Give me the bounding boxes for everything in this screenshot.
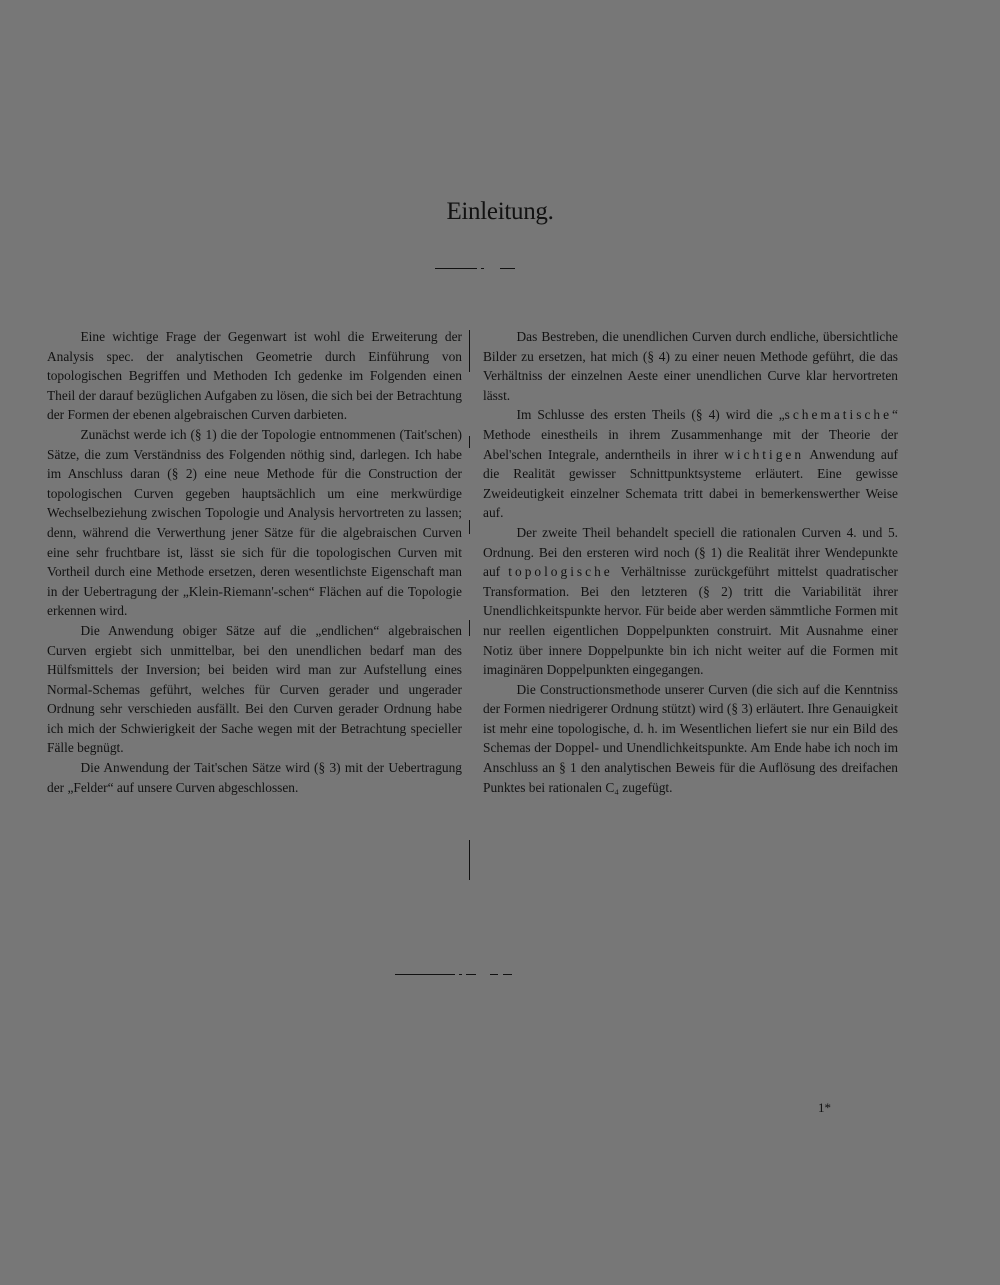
paragraph: Die Anwendung obiger Sätze auf die „endlichen“ algebraischen Curven ergiebt sich unmittelbar, bei den unendlichen bedarf man des Hülfsmittels der Inversion; bei beiden wird man zur Aufstellung eines Normal-Schemas geführt, welches für Curven gerader und ungerader Ordnung sehr verschieden ausfällt. Bei den Curven gerader Ordnung habe ich mich der Schwierigkeit der Sache wegen mit der Betrachtung specieller Fälle begnügt. xyxy=(47,622,462,756)
title-rule xyxy=(435,268,477,269)
paragraph: Zunächst werde ich (§ 1) die der Topologie entnommenen (Tait'schen) Sätze, die zum Verständniss des Folgenden nöthig sind, darlegen. Ich habe im Anschluss daran (§ 2) eine neue Methode für die Construction der topologischen Curven gegeben hauptsächlich um eine merkwürdige Wechselbeziehung zwischen Topologie und Analysis hervortreten zu lassen; denn, während die Verwerthung jener Sätze für die algebraischen Curven eine sehr fruchtbare ist, lässt sie sich für die topologischen Curven mit Vortheil durch eine Methode ersetzen, deren wesentlichste Eigenschaft man in der Uebertragung der „Klein-Riemann'-schen“ Flächen auf die Topologie erkennen wird. xyxy=(47,426,462,619)
end-rule-dash xyxy=(503,974,512,975)
end-rule-dash xyxy=(490,974,498,975)
title-rule-end xyxy=(500,268,515,269)
column-divider xyxy=(469,330,470,372)
page-title: Einleitung. xyxy=(446,198,554,225)
end-rule xyxy=(395,974,455,975)
paragraph: Das Bestreben, die unendlichen Curven durch endliche, übersichtliche Bilder zu ersetzen, hat mich (§ 4) zu einer neuen Methode geführt, die das Verhältniss der einzelnen Aeste einer unendlichen Curve klar hervortreten lässt. xyxy=(483,329,898,403)
column-divider xyxy=(469,840,470,880)
paragraph-text: Der zweite Theil behandelt speciell die rationalen Curven 4. und 5. Ordnung. Bei den ersteren wird noch (§ 1) die Realität ihrer Wendepunkte auf xyxy=(483,524,898,580)
paragraph: Die Anwendung der Tait'schen Sätze wird (§ 3) mit der Uebertragung der „Felder“ auf unsere Curven abgeschlossen. xyxy=(47,760,462,795)
paragraph: Eine wichtige Frage der Gegenwart ist wohl die Erweiterung der Analysis spec. der analytischen Geometrie durch Einführung von topologischen Begriffen und Methoden Ich gedenke im Folgenden einen Theil der darauf bezüglichen Aufgaben zu lösen, die sich bei der Betrachtung der Formen der ebenen algebraischen Curven darbieten. xyxy=(47,329,462,423)
end-rule-dot xyxy=(459,974,462,975)
end-rule-dash xyxy=(466,974,476,975)
column-divider xyxy=(469,620,470,636)
paragraph xyxy=(483,523,898,680)
paragraph-text: Anwendung auf die Realität gewisser Schnittpunktsysteme erläutert. Eine gewisse Zweideutigkeit einzelner Schemata tritt dabei in bemerkenswerther Weise auf. xyxy=(483,446,898,521)
paragraph-text: Im Schlusse des ersten Theils (§ 4) wird die „ xyxy=(516,407,785,423)
page-signature: 1* xyxy=(818,1100,831,1115)
title-rule-dot xyxy=(481,268,484,269)
column-divider xyxy=(469,520,470,534)
paragraph-text: “ Methode einestheils in ihrem Zusammenhange mit der Theorie der Abel'schen Integrale, anderntheils in ihrer xyxy=(483,407,898,462)
emphasis-text: wichtigen xyxy=(724,446,805,462)
emphasis-text: schematische xyxy=(784,407,893,423)
emphasis-text: topologische xyxy=(508,564,613,580)
column-divider xyxy=(469,436,470,448)
left-column xyxy=(47,327,462,797)
paragraph xyxy=(483,405,898,523)
right-column xyxy=(483,327,898,797)
paragraph: Die Constructionsmethode unserer Curven (die sich auf die Kenntniss der Formen niedrigerer Ordnung stützt) wird (§ 3) erläutert. Ihre Genauigkeit ist mehr eine topologische, d. h. im Wesentlichen liefert sie nur ein Bild des Schemas der Doppel- und Unendlichkeitspunkte. Am Ende habe ich noch im Anschluss an § 1 den analytischen Beweis für die Auflösung des dreifachen Punktes bei rationalen C₄ zugefügt. xyxy=(483,681,898,795)
paragraph-text: Verhältnisse zurückgeführt mittelst quadratischer Transformation. Bei den letzteren (§ 2) tritt die Variabilität ihrer Unendlichkeitspunkte hervor. Für beide aber werden sämmtliche Formen mit nur reellen eigentlichen Doppelpunkten construirt. Mit Ausnahme einer Notiz über innere Doppelpunkte bin ich nicht weiter auf die Formen mit imaginären Doppelpunkten eingegangen. xyxy=(483,564,899,678)
